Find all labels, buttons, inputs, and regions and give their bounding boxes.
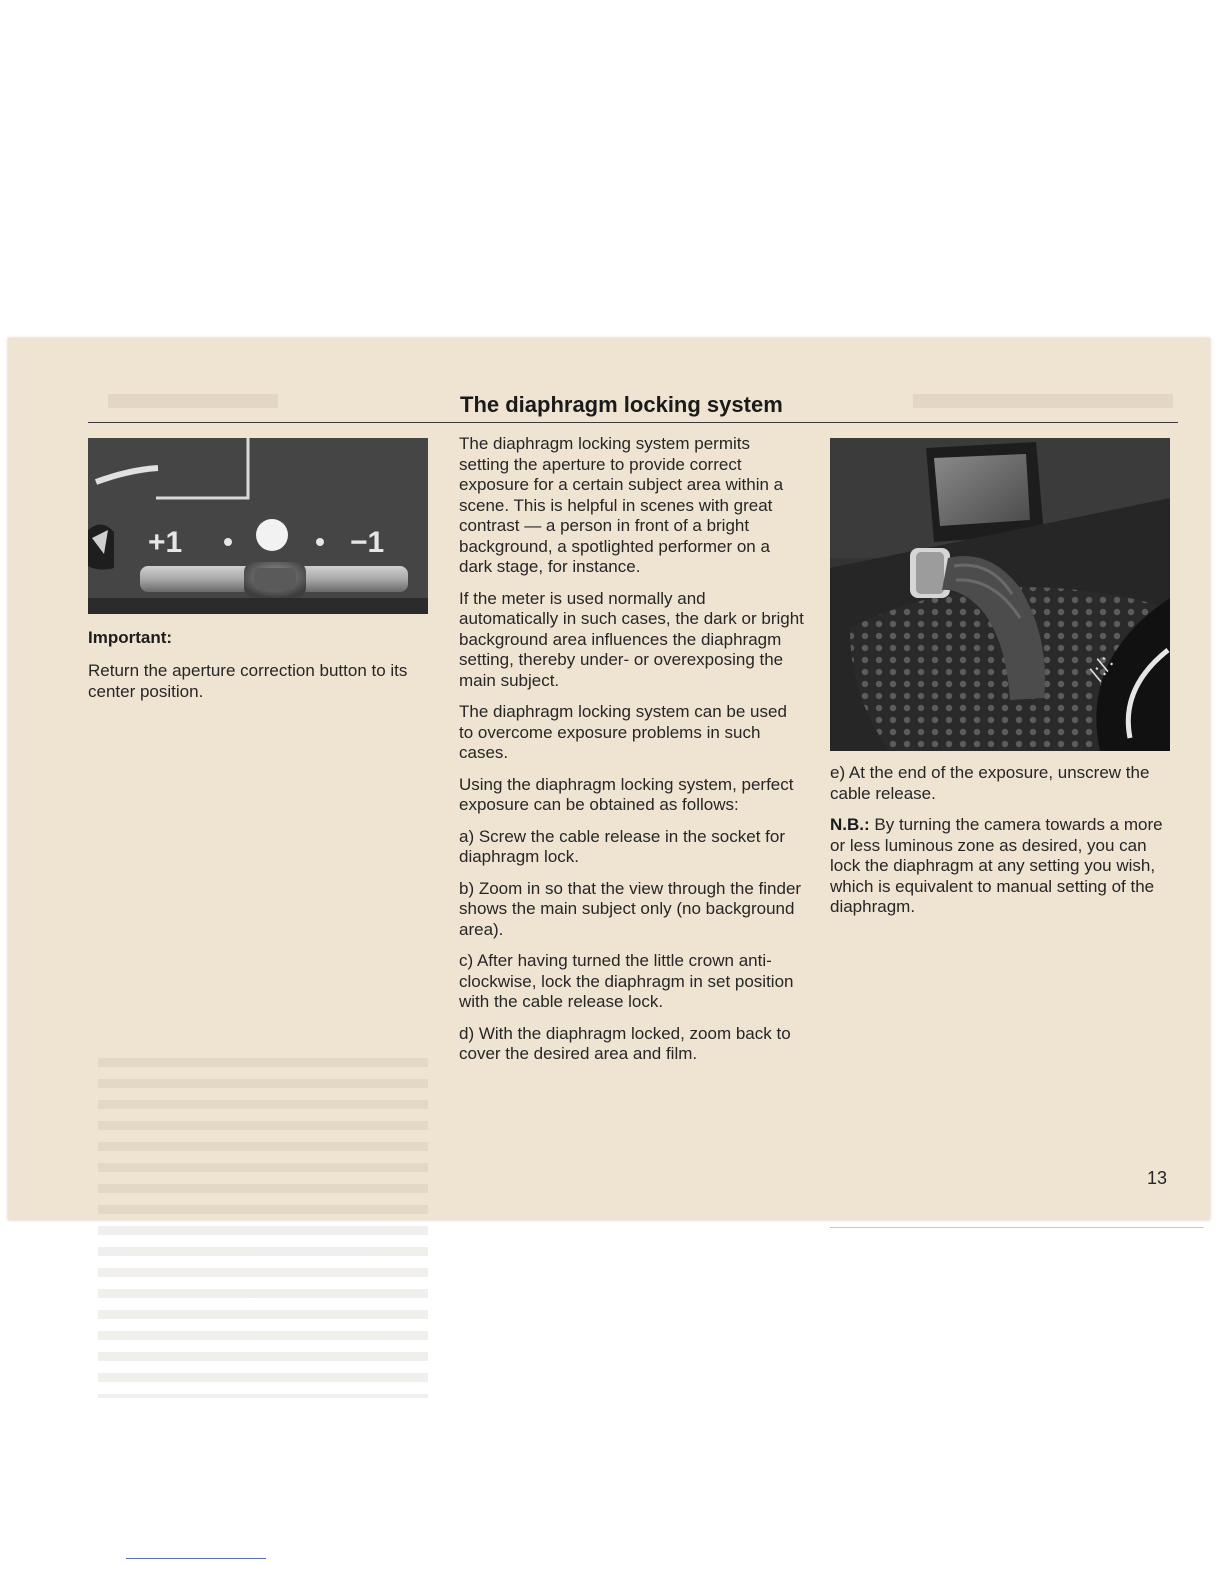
page-number: 13 — [1147, 1168, 1168, 1188]
paragraph-procedure-intro: Using the diaphragm locking system, perfect exposure can be obtained as follows: — [459, 774, 794, 814]
cable-release-figure — [830, 438, 1170, 751]
step-c: c) After having turned the little crown anti-clockwise, lock the diaphragm in set position with the cable release lock. — [459, 951, 794, 1011]
camera-cable-release-photo-icon — [830, 438, 1170, 751]
scan-edge-line — [830, 1227, 1204, 1228]
nb-text: By turning the camera towards a more or less luminous zone as desired, you can lock the diaphragm at any setting you wish, which is equivalent to manual setting of the diaphragm. — [830, 815, 1163, 916]
paragraph-meter: If the meter is used normally and automatically in such cases, the dark or bright background area influences the diaphragm setting, thereby under- or overexposing the main subject. — [459, 588, 804, 690]
important-heading: Important: — [88, 628, 173, 647]
step-a: a) Screw the cable release in the socket for diaphragm lock. — [459, 826, 785, 866]
step-d: d) With the diaphragm locked, zoom back to cover the desired area and film. — [459, 1023, 791, 1063]
scale-plus-label: +1 — [148, 526, 183, 559]
nota-bene — [830, 815, 1175, 918]
paragraph-intro: The diaphragm locking system permits setting the aperture to provide correct exposure for a certain subject area within a scene. This is helpful in scenes with great contrast — a person in front of a bright background, a spotlighted performer on a dark stage, for instance. — [459, 434, 784, 576]
step-b: b) Zoom in so that the view through the finder shows the main subject only (no background area). — [459, 878, 802, 939]
bleed-through-text — [98, 1058, 428, 1398]
paragraph-overcome: The diaphragm locking system can be used to overcome exposure problems in such cases. — [459, 702, 787, 762]
scale-minus-label: −1 — [350, 526, 385, 559]
page-title: The diaphragm locking system — [460, 392, 783, 417]
bleed-through-heading-right — [913, 394, 1173, 408]
aperture-correction-scale-photo-icon — [88, 438, 428, 614]
aperture-correction-figure — [88, 438, 428, 614]
step-e: e) At the end of the exposure, unscrew the cable release. — [830, 763, 1150, 803]
bleed-through-heading-left — [108, 394, 278, 408]
scan-underline — [126, 1558, 266, 1559]
nb-label: N.B.: — [830, 815, 870, 834]
manual-page — [8, 338, 1210, 1220]
side-text-column — [830, 763, 1175, 929]
main-text-column — [459, 434, 804, 1076]
title-rule — [88, 422, 1178, 423]
important-note: Return the aperture correction button to its center position. — [88, 661, 408, 701]
svg-text:/:/:: /:/: — [1083, 650, 1119, 686]
